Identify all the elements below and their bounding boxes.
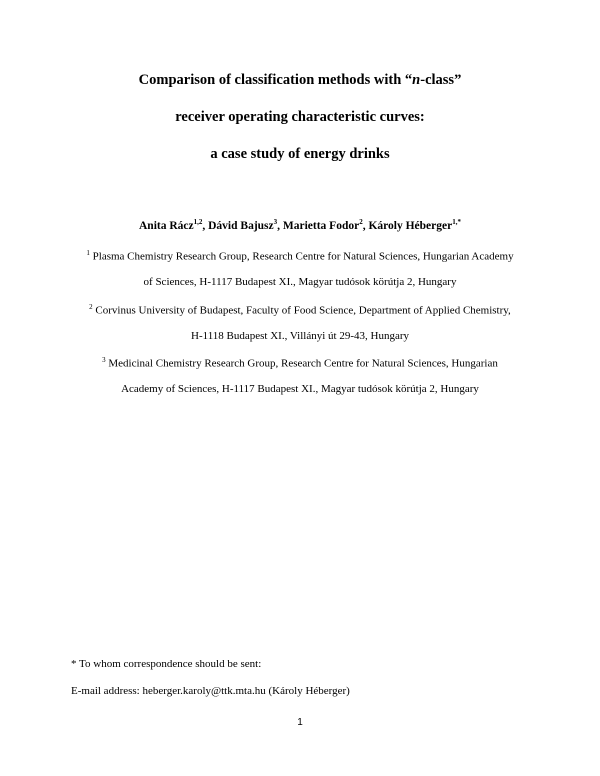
author-list	[0, 218, 600, 232]
page-number: 1	[297, 717, 303, 728]
affiliation-3-line-2: Academy of Sciences, H-1117 Budapest XI., Magyar tudósok körútja 2, Hungary	[121, 383, 479, 395]
title-line-1-italic: n	[412, 72, 421, 88]
affiliation-1-line-2: of Sciences, H-1117 Budapest XI., Magyar tudósok körútja 2, Hungary	[143, 276, 457, 288]
author-separator: ,	[277, 219, 283, 232]
affiliation-2-mark: 2	[89, 303, 93, 311]
title-line-1-pre: Comparison of classification methods with “	[138, 72, 413, 88]
affiliation-2-line-1	[0, 303, 600, 317]
title-line-1-post: -class”	[420, 72, 462, 88]
affiliation-1-line-1	[0, 249, 600, 263]
title-line-3: a case study of energy drinks	[210, 146, 390, 162]
author-separator: ,	[202, 219, 209, 232]
author-name: Dávid Bajusz	[208, 219, 274, 232]
author-affiliation-mark: 3	[273, 218, 278, 226]
title-line-2: receiver operating characteristic curves:	[175, 109, 425, 125]
email-note: E-mail address: heberger.karoly@ttk.mta.hu (Károly Héberger)	[71, 685, 350, 697]
affiliation-3-mark: 3	[102, 356, 106, 364]
title-line-1	[0, 72, 600, 89]
affiliation-2-text: Corvinus University of Budapest, Faculty of Food Science, Department of Applied Chemistry,	[92, 304, 511, 317]
author-affiliation-mark: 1,*	[452, 218, 461, 226]
author-affiliation-mark: 2	[359, 218, 363, 226]
author-name: Károly Héberger	[368, 219, 453, 232]
correspondence-note: * To whom correspondence should be sent:	[71, 658, 262, 670]
affiliation-3-line-1	[0, 356, 600, 370]
affiliation-1-mark: 1	[86, 249, 90, 257]
author-name: Anita Rácz	[139, 219, 194, 232]
affiliation-1-text: Plasma Chemistry Research Group, Research Centre for Natural Sciences, Hungarian Academy	[89, 250, 514, 263]
affiliation-3-text: Medicinal Chemistry Research Group, Research Centre for Natural Sciences, Hungarian	[105, 357, 498, 370]
author-separator: ,	[362, 219, 369, 232]
author-name: Marietta Fodor	[282, 219, 360, 232]
affiliation-2-line-2: H-1118 Budapest XI., Villányi út 29-43, Hungary	[191, 330, 409, 342]
author-affiliation-mark: 1,2	[193, 218, 203, 226]
